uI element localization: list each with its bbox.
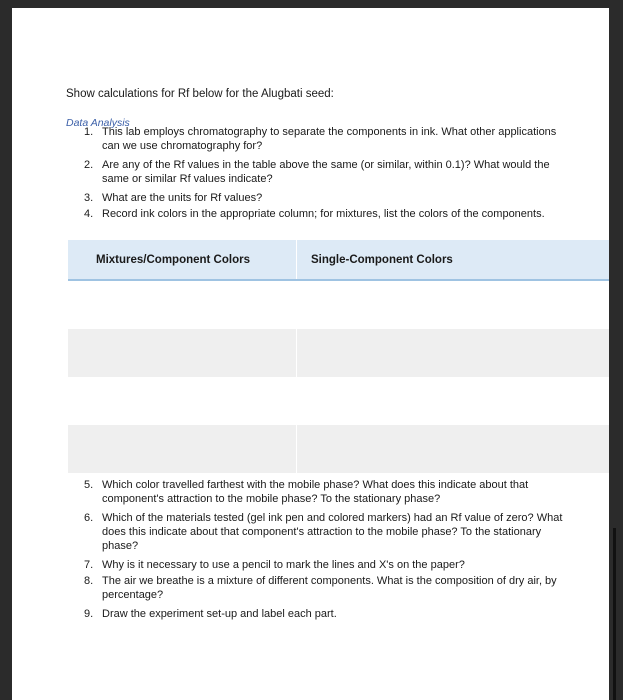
table-header-row [68, 240, 609, 281]
table-row [68, 377, 609, 425]
question-text: The air we breathe is a mixture of different components. What is the composition of dry air, by percentage? [102, 575, 557, 601]
table-row [68, 281, 609, 329]
question-text: Draw the experiment set-up and label each part. [102, 608, 337, 620]
question-2 [84, 158, 564, 186]
question-number: 5. [84, 479, 94, 491]
table-cell-single[interactable] [297, 425, 609, 473]
question-9 [84, 607, 564, 621]
question-number: 1. [84, 126, 94, 138]
question-number: 8. [84, 575, 94, 587]
calculation-instruction: Show calculations for Rf below for the Alugbati seed: [66, 88, 334, 100]
question-number: 9. [84, 608, 94, 620]
question-text: Record ink colors in the appropriate column; for mixtures, list the colors of the components. [102, 208, 545, 220]
table-cell-mixtures[interactable] [68, 425, 297, 473]
question-5 [84, 478, 564, 506]
question-3 [84, 191, 564, 205]
question-number: 7. [84, 559, 94, 571]
viewer-edge [609, 8, 623, 700]
section-title-data-analysis: Data Analysis [66, 117, 130, 129]
header-single-component-colors: Single-Component Colors [311, 254, 453, 266]
header-mixtures-component-colors: Mixtures/Component Colors [68, 240, 297, 279]
question-text: Which of the materials tested (gel ink pen and colored markers) had an Rf value of zero? What does this indicate about that component's attraction to the mobile phase? To the stationary phase? [102, 512, 563, 552]
table-cell-mixtures[interactable] [68, 377, 297, 425]
table-cell-mixtures[interactable] [68, 281, 297, 329]
question-text: This lab employs chromatography to separate the components in ink. What other applications can we use chromatography for? [102, 126, 557, 152]
question-text: Why is it necessary to use a pencil to mark the lines and X's on the paper? [102, 559, 465, 571]
question-1 [84, 125, 564, 153]
table-row [68, 425, 609, 473]
scrollbar-thumb[interactable] [613, 528, 616, 700]
table-cell-single[interactable] [297, 377, 609, 425]
table-cell-mixtures[interactable] [68, 329, 297, 377]
question-6 [84, 511, 564, 553]
table-cell-single[interactable] [297, 329, 609, 377]
document-page [12, 8, 609, 700]
question-text: Are any of the Rf values in the table above the same (or similar, within 0.1)? What would the same or similar Rf values indicate? [102, 159, 550, 185]
question-number: 2. [84, 159, 94, 171]
question-text: What are the units for Rf values? [102, 192, 263, 204]
question-8 [84, 574, 564, 602]
table-cell-single[interactable] [297, 281, 609, 329]
question-7 [84, 558, 564, 572]
question-4 [84, 207, 564, 221]
table-row [68, 329, 609, 377]
question-number: 6. [84, 512, 94, 524]
question-text: Which color travelled farthest with the mobile phase? What does this indicate about that component's attraction to the mobile phase? To the stationary phase? [102, 479, 529, 505]
question-number: 4. [84, 208, 94, 220]
question-number: 3. [84, 192, 94, 204]
ink-colors-table [68, 240, 609, 473]
